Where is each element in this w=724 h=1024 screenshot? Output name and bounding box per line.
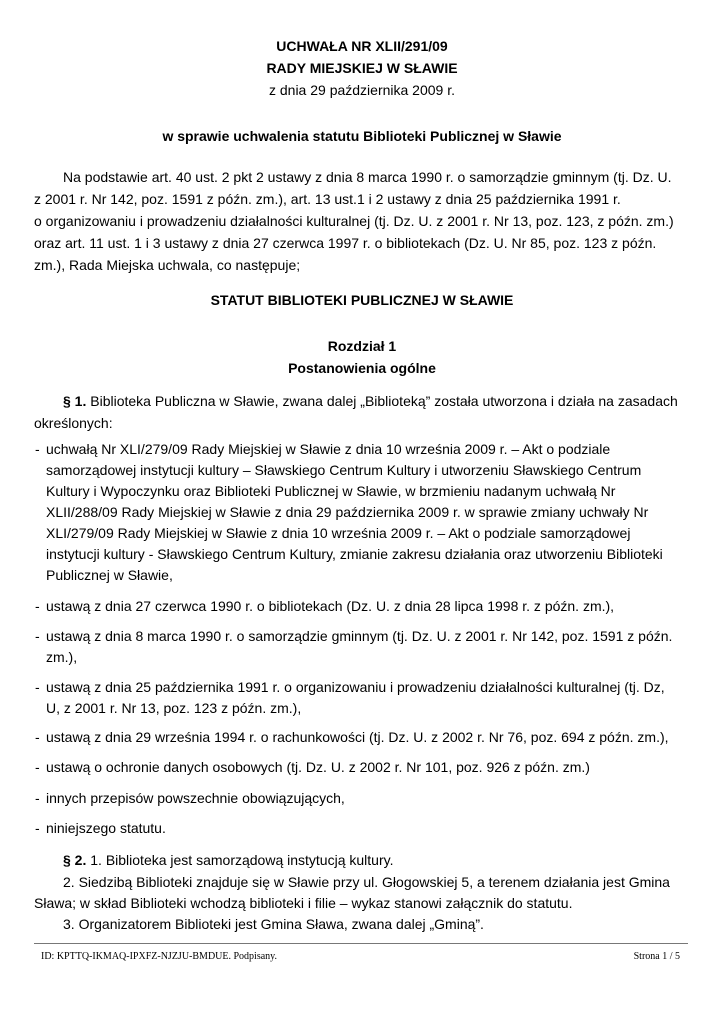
list-item-line: Kultury i Wypoczynku oraz Biblioteki Publicznej w Sławie, w brzmieniu nadanym uchwałą Nr: [46, 483, 616, 499]
paragraph-1-text: Biblioteka Publiczna w Sławie, zwana dalej „Biblioteką” została utworzona i działa na zasadach: [86, 393, 678, 409]
list-item-line: U, z 2001 r. Nr 13, poz. 123 z późn. zm.),: [46, 700, 302, 716]
paragraph-2-line: 2. Siedzibą Biblioteki znajduje się w Sławie przy ul. Głogowskiej 5, a terenem działania jest Gmina: [63, 874, 670, 890]
list-item-line: innych przepisów powszechnie obowiązujących,: [46, 790, 345, 806]
paragraph-2-line: [63, 850, 393, 870]
list-item-line: ustawą z dnia 8 marca 1990 r. o samorządzie gminnym (tj. Dz. U. z 2001 r. Nr 142, poz. 1591 z późn.: [46, 628, 673, 644]
list-item-line: zm.),: [46, 649, 78, 665]
paragraph-2-line: 3. Organizatorem Biblioteki jest Gmina Sława, zwana dalej „Gminą”.: [63, 916, 484, 932]
preamble-line: zm.), Rada Miejska uchwala, co następuje;: [34, 257, 301, 273]
list-item-line: Publicznej w Sławie,: [46, 567, 173, 583]
preamble-line: o organizowaniu i prowadzeniu działalności kulturalnej (tj. Dz. U. z 2001 r. Nr 13, poz. 123, z późn. zm.): [34, 213, 674, 229]
list-item-line: ustawą z dnia 25 października 1991 r. o organizowaniu i prowadzeniu działalności kulturalnej (tj. Dz,: [46, 679, 665, 695]
list-bullet: -: [35, 820, 40, 836]
list-item-line: XLI/279/09 Rady Miejskiej w Sławie z dnia 10 września 2009 r. – Akt o podziale samorządowej: [46, 525, 631, 541]
list-bullet: -: [35, 790, 40, 806]
council-name: RADY MIEJSKIEJ W SŁAWIE: [266, 60, 458, 76]
resolution-number: UCHWAŁA NR XLII/291/09: [276, 38, 448, 54]
resolution-subject: w sprawie uchwalenia statutu Biblioteki Publicznej w Sławie: [162, 128, 562, 144]
paragraph-1-line: określonych:: [34, 415, 113, 431]
preamble-line: Na podstawie art. 40 ust. 2 pkt 2 ustawy z dnia 8 marca 1990 r. o samorządzie gminnym (tj. Dz. U.: [63, 169, 672, 185]
list-item-line: ustawą z dnia 27 czerwca 1990 r. o bibliotekach (Dz. U. z dnia 28 lipca 1998 r. z późn. zm.),: [46, 598, 615, 614]
chapter-name: Postanowienia ogólne: [288, 360, 436, 376]
list-bullet: -: [35, 598, 40, 614]
list-item-line: ustawą o ochronie danych osobowych (tj. Dz. U. z 2002 r. Nr 101, poz. 926 z późn. zm.): [46, 759, 590, 775]
list-item-line: XLII/288/09 Rady Miejskiej w Sławie z dnia 29 października 2009 r. w sprawie zmiany uchwały Nr: [46, 504, 649, 520]
resolution-date: z dnia 29 października 2009 r.: [268, 82, 455, 98]
statute-title: STATUT BIBLIOTEKI PUBLICZNEJ W SŁAWIE: [210, 292, 514, 308]
list-bullet: -: [35, 628, 40, 644]
list-item-line: niniejszego statutu.: [46, 820, 166, 836]
list-item-line: samorządowej instytucji kultury – Sławskiego Centrum Kultury i utworzeniu Sławskiego Centrum: [46, 462, 642, 478]
paragraph-2-symbol: § 2.: [63, 852, 87, 868]
paragraph-1-line: [63, 391, 678, 411]
list-bullet: -: [35, 759, 40, 775]
list-bullet: -: [35, 441, 40, 457]
preamble-line: z 2001 r. Nr 142, poz. 1591 z późn. zm.), art. 13 ust.1 i 2 ustawy z dnia 25 października 1991 r.: [34, 191, 621, 207]
list-bullet: -: [35, 679, 40, 695]
list-item-line: uchwałą Nr XLI/279/09 Rady Miejskiej w Sławie z dnia 10 września 2009 r. – Akt o podziale: [46, 441, 611, 457]
preamble-line: oraz art. 11 ust. 1 i 3 ustawy z dnia 27 czerwca 1997 r. o bibliotekach (Dz. U. Nr 85, poz. 123 z późn.: [34, 235, 657, 251]
list-item-line: ustawą z dnia 29 września 1994 r. o rachunkowości (tj. Dz. U. z 2002 r. Nr 76, poz. 694 z późn. zm.),: [46, 729, 669, 745]
page-number: Strona 1 / 5: [633, 951, 680, 962]
list-bullet: -: [35, 729, 40, 745]
chapter-number: Rozdział 1: [327, 338, 397, 354]
footer-divider: [34, 943, 688, 944]
paragraph-2-text: 1. Biblioteka jest samorządową instytucją kultury.: [86, 852, 394, 868]
document-id: ID: KPTTQ-IKMAQ-IPXFZ-NJZJU-BMDUE. Podpisany.: [41, 951, 278, 962]
list-item-line: instytucji kultury - Sławskiego Centrum Kultury, zmianie zakresu działania oraz utworzeniu Biblioteki: [46, 546, 663, 562]
paragraph-2-line: Sława; w skład Biblioteki wchodzą biblioteki i filie – wykaz stanowi załącznik do statutu.: [34, 895, 573, 911]
paragraph-1-symbol: § 1.: [63, 393, 87, 409]
